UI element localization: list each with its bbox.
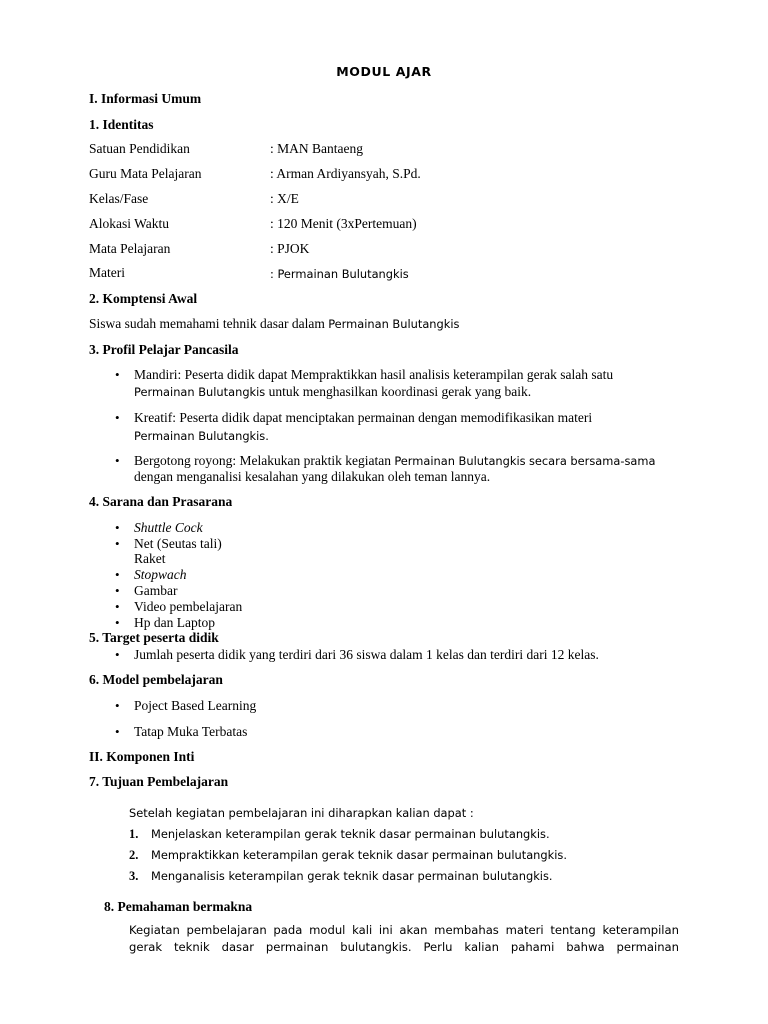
sarana-item: Stopwach [134,567,187,582]
sarana-item: Gambar [134,583,178,598]
profil-item-kreatif-line2: Permainan Bulutangkis. [134,429,269,443]
identitas-value: : 120 Menit (3xPertemuan) [270,216,417,231]
tujuan-intro: Setelah kegiatan pembelajaran ini diharapkan kalian dapat : [129,806,474,820]
profil-item-gotong-royong-line2: dengan menganalisi kesalahan yang dilakukan oleh teman lannya. [134,469,491,484]
identitas-label: Guru Mata Pelajaran [89,166,202,181]
heading-tujuan-pembelajaran: 7. Tujuan Pembelajaran [89,774,229,789]
identitas-label: Kelas/Fase [89,191,149,206]
bullet-icon: • [115,520,120,535]
identitas-value: : Permainan Bulutangkis [270,267,409,281]
heading-sarana-prasarana: 4. Sarana dan Prasarana [89,494,233,509]
bullet-icon: • [115,410,120,425]
identitas-label: Mata Pelajaran [89,241,171,256]
pemahaman-paragraph-line2: gerak teknik dasar permainan bulutangkis. Perlu kalian pahami bahwa permainan [129,940,679,954]
profil-item-mandiri-line1: Mandiri: Peserta didik dapat Mempraktikkan hasil analisis keterampilan gerak salah satu [134,367,614,382]
profil-item-kreatif-line1: Kreatif: Peserta didik dapat menciptakan permainan dengan memodifikasikan materi [134,410,593,425]
sarana-item: Video pembelajaran [134,599,243,614]
bullet-icon: • [115,615,120,630]
identitas-label: Materi [89,265,125,280]
bullet-icon: • [115,724,120,739]
heading-model-pembelajaran: 6. Model pembelajaran [89,672,223,687]
bullet-icon: • [115,567,120,582]
sarana-item: Net (Seutas tali) [134,536,222,551]
document-title: MODUL AJAR [336,64,432,79]
identitas-value: : X/E [270,191,299,206]
bullet-icon: • [115,698,120,713]
model-item: Poject Based Learning [134,698,257,713]
tujuan-item: Menganalisis keterampilan gerak teknik dasar permainan bulutangkis. [151,869,553,883]
tujuan-number: 2. [129,848,139,862]
tujuan-item: Menjelaskan keterampilan gerak teknik dasar permainan bulutangkis. [151,827,550,841]
bullet-icon: • [115,367,120,382]
tujuan-item: Mempraktikkan keterampilan gerak teknik dasar permainan bulutangkis. [151,848,567,862]
model-item: Tatap Muka Terbatas [134,724,248,739]
kompetensi-text: Siswa sudah memahami tehnik dasar dalam Permainan Bulutangkis [89,316,460,331]
heading-identitas: 1. Identitas [89,117,154,132]
profil-item-mandiri-line2: Permainan Bulutangkis untuk menghasilkan koordinasi gerak yang baik. [134,384,532,399]
identitas-value: : MAN Bantaeng [270,141,363,156]
identitas-label: Satuan Pendidikan [89,141,190,156]
sarana-item: Shuttle Cock [134,520,203,535]
identitas-label: Alokasi Waktu [89,216,170,231]
section-heading-informasi-umum: I. Informasi Umum [89,91,202,106]
sarana-item: Raket [134,551,166,566]
bullet-icon: • [115,599,120,614]
identitas-value: : PJOK [270,241,310,256]
bullet-icon: • [115,583,120,598]
sarana-item: Hp dan Laptop [134,615,215,630]
section-heading-komponen-inti: II. Komponen Inti [89,749,195,764]
tujuan-number: 1. [129,827,139,841]
heading-pemahaman-bermakna: 8. Pemahaman bermakna [104,899,253,914]
pemahaman-paragraph-line1: Kegiatan pembelajaran pada modul kali ini akan membahas materi tentang keterampilan [129,923,679,937]
heading-kompetensi-awal: 2. Komptensi Awal [89,291,198,306]
bullet-icon: • [115,647,120,662]
bullet-icon: • [115,536,120,551]
identitas-value: : Arman Ardiyansyah, S.Pd. [270,166,421,181]
profil-item-gotong-royong-line1: Bergotong royong: Melakukan praktik kegiatan Permainan Bulutangkis secara bersama-sama [134,453,656,468]
bullet-icon: • [115,453,120,468]
tujuan-number: 3. [129,869,139,883]
heading-profil-pelajar-pancasila: 3. Profil Pelajar Pancasila [89,342,239,357]
heading-target-peserta-didik: 5. Target peserta didik [89,630,219,645]
target-text: Jumlah peserta didik yang terdiri dari 36 siswa dalam 1 kelas dan terdiri dari 12 kelas. [134,647,599,662]
